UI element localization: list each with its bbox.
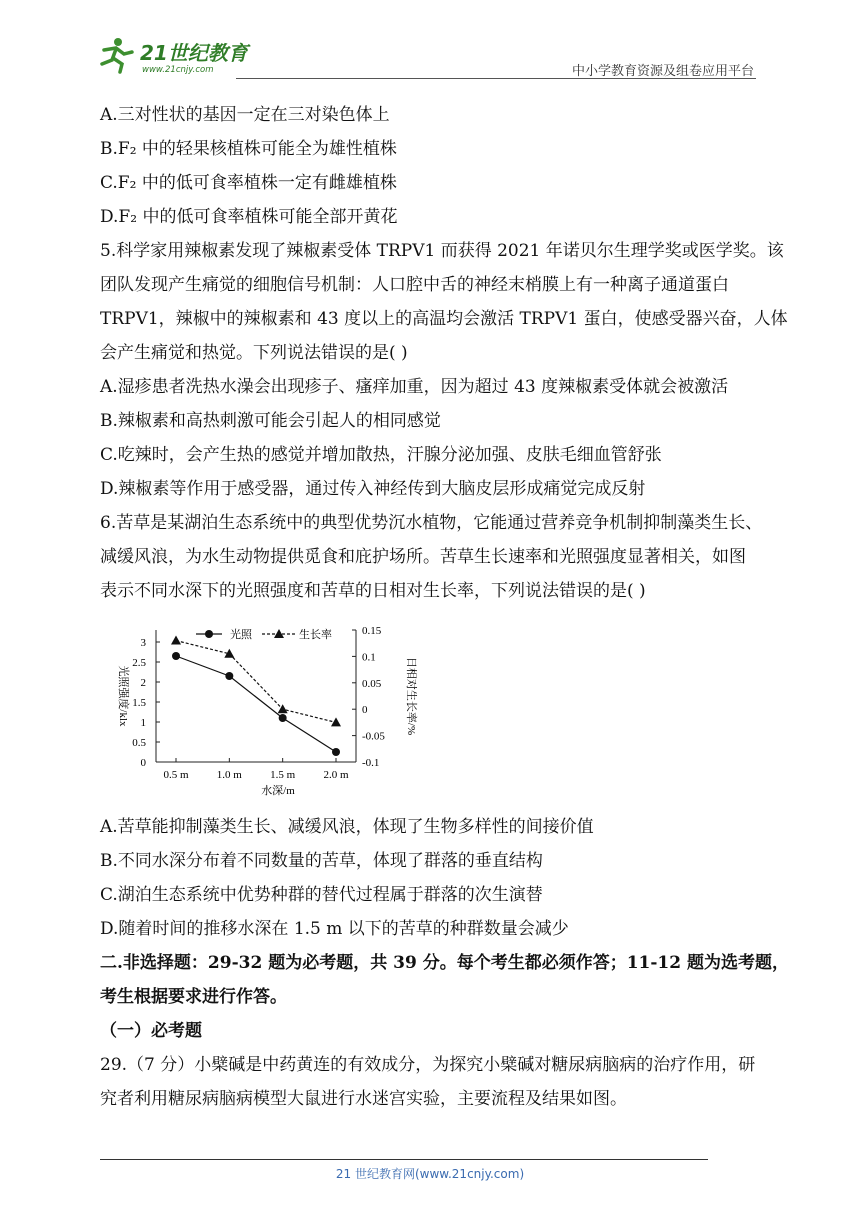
question-5-line-1: 5.科学家用辣椒素发现了辣椒素受体 TRPV1 而获得 2021 年诺贝尔生理学奖或医学奖。该 xyxy=(100,241,784,261)
question-29-line-1: 29.（7 分）小檗碱是中药黄连的有效成分，为探究小檗碱对糖尿病脑病的治疗作用，研 xyxy=(100,1055,756,1075)
right-tick-label: -0.05 xyxy=(362,730,385,743)
data-point-circle xyxy=(172,652,180,660)
data-point-circle xyxy=(279,714,287,722)
left-tick-label: 0 xyxy=(140,757,146,769)
required-section-heading: （一）必考题 xyxy=(100,1021,202,1041)
option-c-q6: C.湖泊生态系统中优势种群的替代过程属于群落的次生演替 xyxy=(100,885,543,905)
option-c-q5: C.吃辣时，会产生热的感觉并增加散热，汗腺分泌加强、皮肤毛细血管舒张 xyxy=(100,445,662,465)
series-line-光照 xyxy=(176,656,336,752)
question-6-line-2: 减缓风浪，为水生动物提供觅食和庇护场所。苦草生长速率和光照强度显著相关，如图 xyxy=(100,547,746,567)
left-tick-label: 2 xyxy=(140,677,146,689)
question-5-line-3: TRPV1，辣椒中的辣椒素和 43 度以上的高温均会激活 TRPV1 蛋白，使感受器兴奋，人体 xyxy=(100,309,788,329)
data-point-circle xyxy=(332,748,340,756)
section-2-heading-line-1: 二.非选择题：29-32 题为必考题，共 39 分。每个考生都必须作答；11-12 题为选考题， xyxy=(100,953,789,973)
option-b-q5: B.辣椒素和高热刺激可能会引起人的相同感觉 xyxy=(100,411,441,431)
option-d-q6: D.随着时间的推移水深在 1.5 m 以下的苦草的种群数量会减少 xyxy=(100,919,569,939)
left-tick-label: 3 xyxy=(140,637,146,649)
platform-name: 中小学教育资源及组卷应用平台 xyxy=(571,64,754,79)
question-5-line-4: 会产生痛觉和热觉。下列说法错误的是( ) xyxy=(100,343,408,363)
right-tick-label: 0.1 xyxy=(362,651,376,664)
x-axis-label: 水深/m xyxy=(261,785,295,797)
left-tick-label: 0.5 xyxy=(132,737,146,749)
data-point-triangle xyxy=(331,717,341,726)
option-a-q4: A.三对性状的基因一定在三对染色体上 xyxy=(100,105,390,125)
x-tick-label: 1.5 m xyxy=(270,769,296,781)
right-tick-label: 0 xyxy=(362,704,368,717)
series-line-生长率 xyxy=(176,641,336,723)
right-tick-label: -0.1 xyxy=(362,757,380,769)
x-tick-label: 2.0 m xyxy=(323,769,349,781)
footer-divider xyxy=(100,1159,708,1160)
x-tick-label: 1.0 m xyxy=(216,769,242,781)
left-tick-label: 2.5 xyxy=(132,657,146,669)
right-tick-label: 0.05 xyxy=(362,677,382,690)
question-6-line-1: 6.苦草是某湖泊生态系统中的典型优势沉水植物，它能通过营养竞争机制抑制藻类生长、 xyxy=(100,513,763,533)
option-c-q4: C.F₂ 中的低可食率植株一定有雌雄植株 xyxy=(100,173,397,193)
left-axis-label: 光照强度/klx xyxy=(117,665,129,727)
light-growth-chart xyxy=(108,620,438,800)
option-d-q5: D.辣椒素等作用于感受器，通过传入神经传到大脑皮层形成痛觉完成反射 xyxy=(100,479,646,499)
legend-marker-circle xyxy=(205,630,213,638)
question-6-line-3: 表示不同水深下的光照强度和苦草的日相对生长率，下列说法错误的是( ) xyxy=(100,581,646,601)
right-axis-label: 日相对生长率/% xyxy=(405,656,417,736)
site-logo xyxy=(96,36,261,76)
svg-text:21世纪教育: 21世纪教育 xyxy=(140,41,248,65)
runner-icon xyxy=(102,38,132,72)
option-d-q4: D.F₂ 中的低可食率植株可能全部开黄花 xyxy=(100,207,398,227)
footer-text: 21 世纪教育网(www.21cnjy.com) xyxy=(335,1167,525,1181)
right-tick-label: 0.15 xyxy=(362,625,382,637)
x-tick-label: 0.5 m xyxy=(163,769,189,781)
left-tick-label: 1.5 xyxy=(132,697,146,709)
option-b-q4: B.F₂ 中的轻果核植株可能全为雄性植株 xyxy=(100,139,397,159)
question-29-line-2: 究者利用糖尿病脑病模型大鼠进行水迷宫实验，主要流程及结果如图。 xyxy=(100,1089,627,1109)
option-a-q5: A.湿疹患者洗热水澡会出现疹子、瘙痒加重，因为超过 43 度辣椒素受体就会被激活 xyxy=(100,377,729,397)
svg-text:www.21cnjy.com: www.21cnjy.com xyxy=(142,65,214,75)
left-tick-label: 1 xyxy=(140,717,146,729)
section-2-heading-line-2: 考生根据要求进行作答。 xyxy=(100,987,287,1007)
legend-label-light: 光照 xyxy=(230,629,252,641)
header-divider xyxy=(236,78,756,79)
legend-label-growth: 生长率 xyxy=(299,629,332,641)
option-b-q6: B.不同水深分布着不同数量的苦草，体现了群落的垂直结构 xyxy=(100,851,543,871)
data-point-circle xyxy=(225,672,233,680)
page-header xyxy=(96,30,756,80)
data-point-triangle xyxy=(171,636,181,645)
question-5-line-2: 团队发现产生痛觉的细胞信号机制：人口腔中舌的神经末梢膜上有一种离子通道蛋白 xyxy=(100,275,729,295)
option-a-q6: A.苦草能抑制藻类生长、减缓风浪，体现了生物多样性的间接价值 xyxy=(100,817,594,837)
